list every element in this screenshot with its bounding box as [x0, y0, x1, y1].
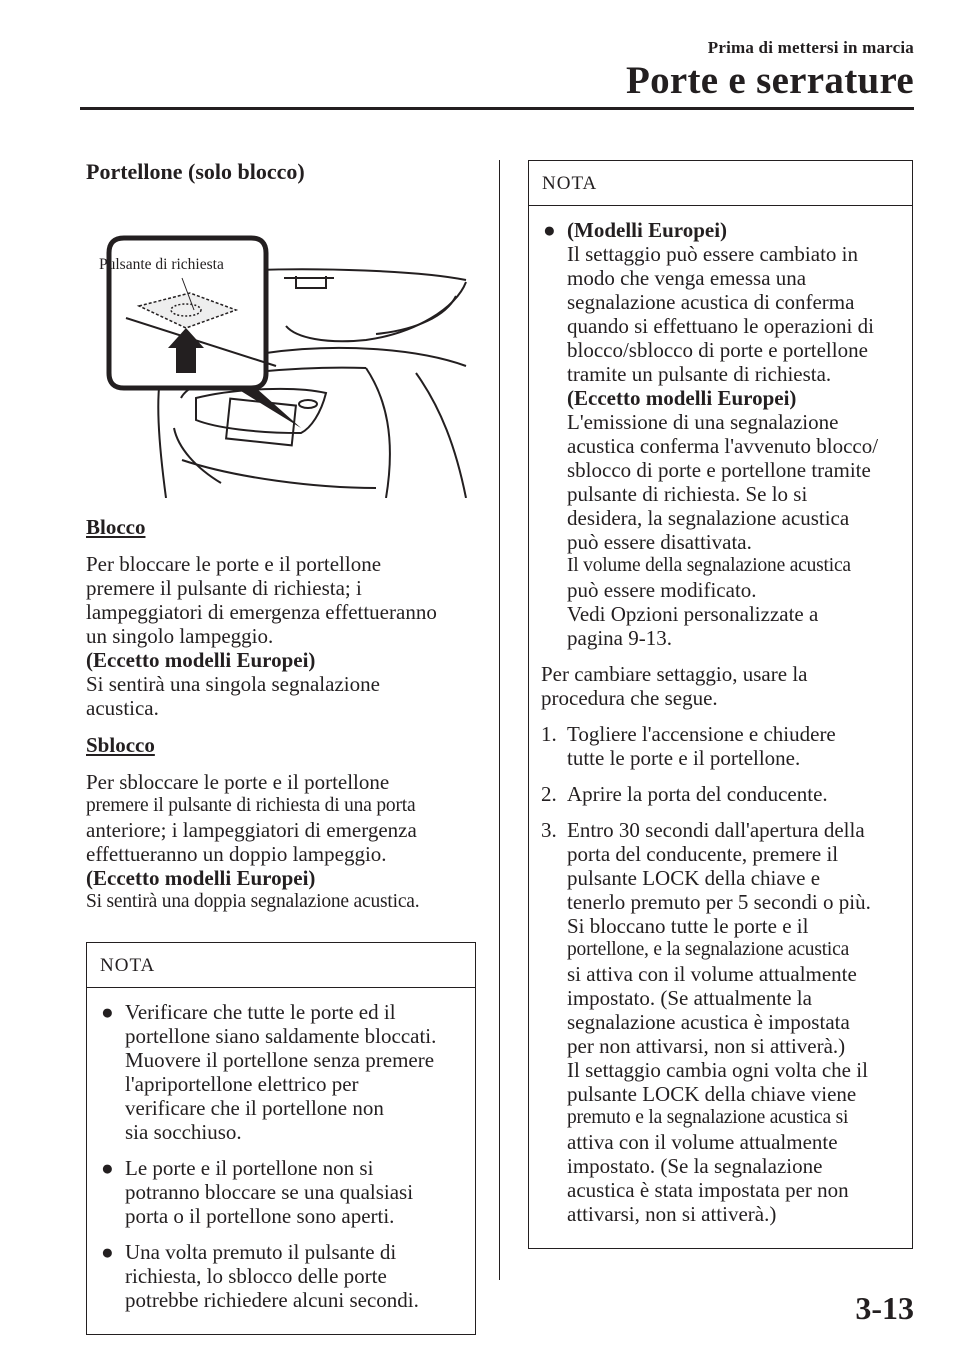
bullet-icon: ● — [543, 218, 556, 242]
bold-qualifier: (Eccetto modelli Europei) — [567, 386, 797, 410]
step-number: 2. — [541, 782, 557, 806]
text-line: portellone, e la segnalazione acustica — [567, 939, 850, 960]
text-line: acustica è stata impostata per non — [567, 1178, 849, 1202]
text-line: Si sentirà una singola segnalazione — [86, 672, 380, 696]
text-line: porta del conducente, premere il — [567, 842, 839, 866]
text-line: Il volume della segnalazione acustica — [567, 555, 851, 576]
text-line: Aprire la porta del conducente. — [567, 782, 828, 806]
text-line: lampeggiatori di emergenza effettueranno — [86, 600, 437, 624]
text-line: pulsante di richiesta. Se lo si — [567, 482, 808, 506]
text-line: potrebbe richiedere alcuni secondi. — [125, 1288, 419, 1312]
tailgate-drawing — [86, 198, 476, 498]
text-line: Si bloccano tutte le porte e il — [567, 914, 809, 938]
note-body — [529, 206, 912, 1248]
text-line: desidera, la segnalazione acustica — [567, 506, 850, 530]
text-line: blocco/sblocco di porte e portellone — [567, 338, 868, 362]
note-box-left — [86, 942, 476, 1335]
text-line: sblocco di porte e portellone tramite — [567, 458, 871, 482]
sblocco-heading: Sblocco — [86, 733, 155, 757]
text-line: attiva con il volume attualmente — [567, 1130, 838, 1154]
note-bullet — [541, 218, 900, 650]
text-line: premere il pulsante di richiesta di una porta — [86, 795, 416, 816]
text-line: premuto e la segnalazione acustica si — [567, 1107, 849, 1128]
note-bullet — [99, 1000, 463, 1144]
right-column — [528, 160, 913, 1249]
text-line: può essere disattivata. — [567, 530, 752, 554]
bullet-icon: ● — [101, 1240, 114, 1264]
text-line: Per bloccare le porte e il portellone — [86, 552, 382, 576]
text-line: acustica. — [86, 696, 159, 720]
text-line: Muovere il portellone senza premere — [125, 1048, 435, 1072]
column-divider — [499, 160, 500, 1280]
note-title: NOTA — [87, 943, 475, 988]
text-line: un singolo lampeggio. — [86, 624, 274, 648]
text-line: procedura che segue. — [541, 686, 718, 710]
text-line: tenerlo premuto per 5 secondi o più. — [567, 890, 871, 914]
page-number: 3-13 — [855, 1290, 914, 1326]
text-line: Per sbloccare le porte e il portellone — [86, 770, 390, 794]
text-line: segnalazione acustica di conferma — [567, 290, 855, 314]
text-line: può essere modificato. — [567, 578, 757, 602]
procedure-step — [541, 782, 900, 806]
subsection-title: Portellone (solo blocco) — [86, 159, 305, 184]
blocco-heading: Blocco — [86, 515, 146, 539]
procedure-intro — [541, 662, 900, 710]
text-line: impostato. (Se la segnalazione — [567, 1154, 823, 1178]
note-bullet — [99, 1240, 463, 1312]
text-line: pulsante LOCK della chiave viene — [567, 1082, 857, 1106]
step-number: 1. — [541, 722, 557, 746]
header-rule — [80, 107, 914, 110]
note-body — [87, 988, 475, 1334]
text-line: Una volta premuto il pulsante di — [125, 1240, 397, 1264]
text-line: tramite un pulsante di richiesta. — [567, 362, 832, 386]
bullet-icon: ● — [101, 1156, 114, 1180]
text-line: Per cambiare settaggio, usare la — [541, 662, 808, 686]
step-number: 3. — [541, 818, 557, 842]
text-line: si attiva con il volume attualmente — [567, 962, 857, 986]
text-line: effettueranno un doppio lampeggio. — [86, 842, 387, 866]
sblocco-paragraph — [86, 770, 476, 914]
bold-qualifier: (Modelli Europei) — [567, 218, 728, 242]
text-line: richiesta, lo sblocco delle porte — [125, 1264, 387, 1288]
text-line: verificare che il portellone non — [125, 1096, 384, 1120]
text-line: segnalazione acustica è impostata — [567, 1010, 850, 1034]
text-line: anteriore; i lampeggiatori di emergenza — [86, 818, 417, 842]
text-line: Togliere l'accensione e chiudere — [567, 722, 836, 746]
procedure-step — [541, 818, 900, 1226]
text-line: potranno bloccare se una qualsiasi — [125, 1180, 414, 1204]
figure-callout-label: Pulsante di richiesta — [99, 256, 224, 273]
text-line: Entro 30 secondi dall'apertura della — [567, 818, 865, 842]
bold-qualifier: (Eccetto modelli Europei) — [86, 866, 316, 890]
text-line: Verificare che tutte le porte ed il — [125, 1000, 396, 1024]
text-line: premere il pulsante di richiesta; i — [86, 576, 362, 600]
text-line: porta o il portellone sono aperti. — [125, 1204, 395, 1228]
text-line: sia socchiuso. — [125, 1120, 242, 1144]
left-column — [86, 158, 476, 1335]
bold-qualifier: (Eccetto modelli Europei) — [86, 648, 316, 672]
text-line: l'apriportellone elettrico per — [125, 1072, 359, 1096]
text-line: Il settaggio cambia ogni volta che il — [567, 1058, 868, 1082]
text-line: attivarsi, non si attiverà.) — [567, 1202, 777, 1226]
text-line: per non attivarsi, non si attiverà.) — [567, 1034, 846, 1058]
text-line: Il settaggio può essere cambiato in — [567, 242, 858, 266]
procedure-step — [541, 722, 900, 770]
text-line: acustica conferma l'avvenuto blocco/ — [567, 434, 879, 458]
text-line: impostato. (Se attualmente la — [567, 986, 812, 1010]
text-line: Le porte e il portellone non si — [125, 1156, 374, 1180]
text-line: Si sentirà una doppia segnalazione acustica. — [86, 891, 420, 912]
section-small-title: Prima di mettersi in marcia — [707, 38, 914, 57]
text-line: modo che venga emessa una — [567, 266, 807, 290]
note-bullet — [99, 1156, 463, 1228]
text-line: L'emissione di una segnalazione — [567, 410, 839, 434]
text-line: tutte le porte e il portellone. — [567, 746, 801, 770]
tailgate-illustration — [86, 198, 476, 498]
text-line: pagina 9-13. — [567, 626, 672, 650]
bullet-icon: ● — [101, 1000, 114, 1024]
note-box-right — [528, 160, 913, 1249]
text-line: pulsante LOCK della chiave e — [567, 866, 821, 890]
text-line: Vedi Opzioni personalizzate a — [567, 602, 819, 626]
text-line: quando si effettuano le operazioni di — [567, 314, 874, 338]
note-title: NOTA — [529, 161, 912, 206]
blocco-paragraph — [86, 552, 476, 720]
text-line: portellone siano saldamente bloccati. — [125, 1024, 437, 1048]
section-title: Porte e serrature — [625, 59, 914, 102]
